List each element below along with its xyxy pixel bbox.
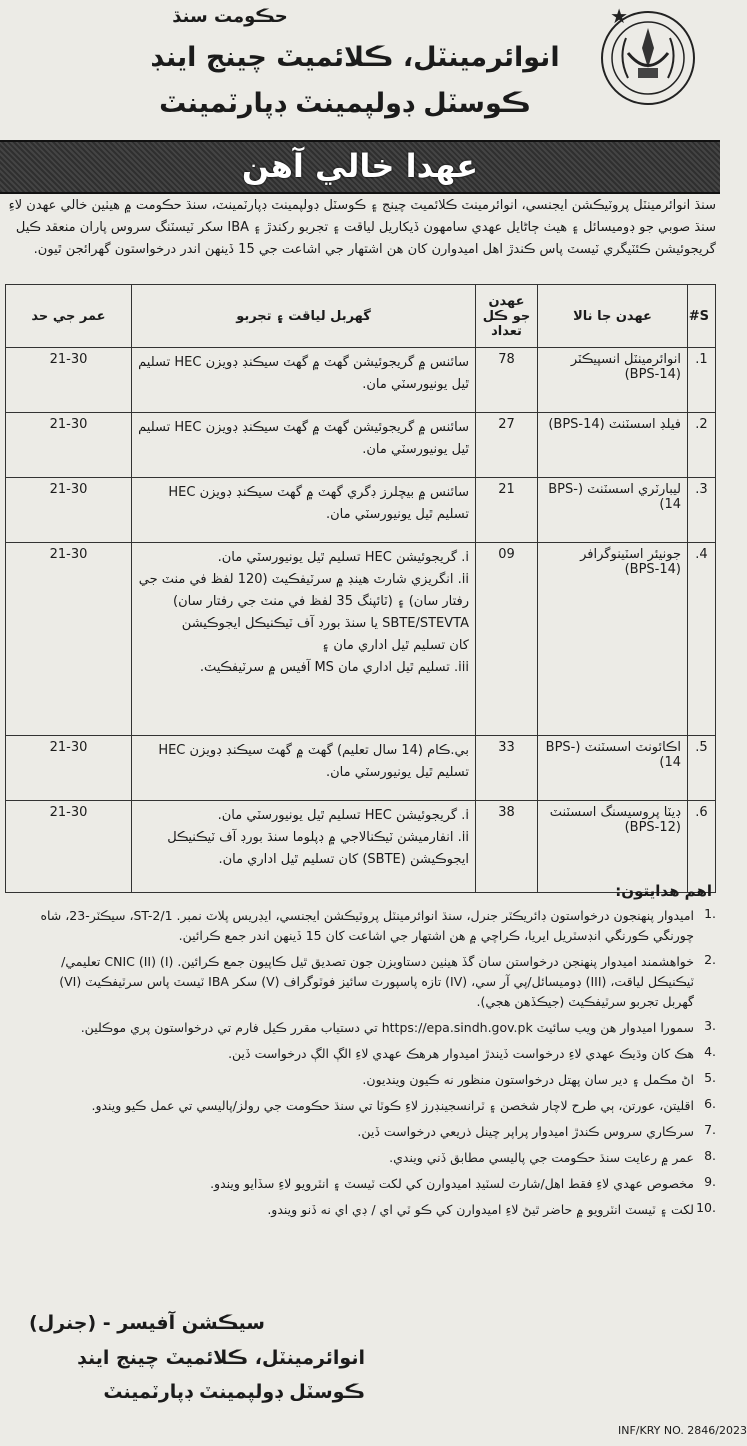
instruction-line: اميدوار پنهنجون درخواستون ڊائريڪٽر جنرل، سنڌ انوائرمينٽل پروٽيڪشن ايجنسي، ايڊريس پلاٽ نمبر. ST-2/1، سيڪٽر-23، شاه: [40, 908, 694, 923]
row-age: 21-30: [6, 413, 132, 478]
instructions-list: [0, 906, 720, 1226]
table-row: [6, 801, 716, 893]
instruction-item: [0, 1200, 720, 1220]
instruction-line: خواهشمند اميدوار پنهنجن درخواستن سان گڏ هيٺين دستاويزن جون تصديق ٿيل ڪاپيون جمع ڪرائين. (I) CNIC (II) تعليمي/: [61, 954, 694, 969]
row-sn: 4.: [688, 543, 716, 736]
row-qualification: [132, 478, 476, 543]
row-title: اڪائونٽ اسسٽنٽ (BPS-14): [538, 736, 688, 801]
row-title: ڊيٽا پروسيسنگ اسسٽنٽ (BPS-12): [538, 801, 688, 893]
qualification-line: ii. انگريزي شارٽ هينڊ ۾ سرٽيفڪيٽ (120 لفظ في منٽ جي: [138, 572, 469, 587]
row-qualification: [132, 801, 476, 893]
instruction-line: مخصوص عهدي لاءِ فقط اهل/شارٽ لسٽيڊ اميدوارن کي لکت ٽيسٽ ۽ انٽرويو لاءِ سڏايو ويندو.: [210, 1176, 694, 1191]
instruction-line: سرڪاري سروس ڪندڙ اميدوار پراپر چينل ذريعي درخواست ڏين.: [357, 1124, 694, 1139]
instruction-item: [0, 1174, 720, 1194]
instruction-item: [0, 1070, 720, 1090]
qualification-line: سائنس ۾ گريجوئيشن گهٽ ۾ گهٽ سيڪنڊ ڊويزن HEC تسليم: [138, 420, 469, 435]
header-title: عهدن جا نالا: [538, 285, 688, 348]
row-count: 09: [476, 543, 538, 736]
instruction-item: [0, 906, 720, 946]
row-title: جونيئر اسٽينوگرافر (BPS-14): [538, 543, 688, 736]
row-age: 21-30: [6, 736, 132, 801]
instruction-number: 9.: [704, 1174, 716, 1189]
instruction-number: 6.: [704, 1096, 716, 1111]
row-qualification: [132, 413, 476, 478]
qualification-line: تسليم ٿيل يونيورسٽي مان.: [326, 765, 469, 780]
row-sn: 5.: [688, 736, 716, 801]
instruction-line: اڻ مڪمل ۽ دير سان پهتل درخواستون منظور نه ڪيون وينديون.: [362, 1072, 694, 1087]
instruction-number: 10.: [696, 1200, 716, 1215]
instruction-item: [0, 1044, 720, 1064]
signatory-title: سيڪشن آفيسر - (جنرل): [29, 1312, 265, 1334]
qualification-line: سائنس ۾ بيچلرز ڊگري گهٽ ۾ گهٽ سيڪنڊ ڊويزن HEC: [168, 485, 469, 500]
instruction-number: 1.: [704, 906, 716, 921]
signatory-dept-line1: انوائرمينٽل، ڪلائميٽ چينج اينڊ: [77, 1347, 365, 1369]
banner-title: عهدا خالي آهن: [241, 147, 479, 185]
instruction-line: لکت ۽ ٽيسٽ انٽرويو ۾ حاضر ٿيڻ لاءِ اميدوارن کي ڪو ٽي اي / ڊي اي نه ڏنو ويندو.: [267, 1202, 694, 1217]
instruction-line: ٽيڪنيڪل لياقت، (III) ڊوميسائل/پي آر سي، (IV) تازه پاسپورٽ سائيز فوٽوگراف (V) سکر IBA ٽيسٽ پاس سرٽيفڪيٽ (VI): [59, 974, 694, 989]
instruction-line: اقليتن، عورتن، ٻي طرح لاچار شخصن ۽ ٽرانسجينڊرز لاءِ ڪوٽا تي سنڌ حڪومت جي رولز/پاليسي تي عمل ڪيو ويندو.: [91, 1098, 694, 1113]
table-row: [6, 413, 716, 478]
qualification-line: ii. انفارميشن ٽيڪنالاجي ۾ ڊپلوما سنڌ بورڊ آف ٽيڪنيڪل: [167, 830, 469, 845]
row-age: 21-30: [6, 801, 132, 893]
qualification-line: کان تسليم ٿيل اداري مان ۽: [321, 638, 469, 653]
row-qualification: [132, 736, 476, 801]
qualification-line: i. گريجوئيشن HEC تسليم ٿيل يونيورسٽي مان.: [217, 808, 469, 823]
intro-line: سنڌ صوبي جو ڊوميسائل ۽ هيٺ ڄاڻايل عهدي سامهون ڏيکاريل لياقت ۽ تجربو رکندڙ ۽ IBA سکر ٽيسٽنگ سروس پاران منعقد ڪيل: [15, 220, 716, 235]
row-count: 21: [476, 478, 538, 543]
header-count: عهدن جو ڪل تعداد: [476, 285, 538, 348]
instructions-heading: اهم هدايتون:: [615, 882, 712, 900]
qualification-line: SBTE/STEVTA يا سنڌ بورڊ آف ٽيڪنيڪل ايجوڪيشن: [181, 616, 469, 631]
instruction-line: هڪ کان وڌيڪ عهدي لاءِ درخواست ڏيندڙ اميدوار هرهڪ عهدي لاءِ الڳ الڳ درخواست ڏين.: [228, 1046, 694, 1061]
instruction-line: چورنگي ڪورنگي انڊسٽريل ايريا، ڪراچي ۾ هن اشتهار جي اشاعت کان 15 ڏينهن اندر جمع ڪرائين.: [178, 928, 694, 943]
row-qualification: [132, 348, 476, 413]
header-age: عمر جي حد: [6, 285, 132, 348]
row-age: 21-30: [6, 348, 132, 413]
qualification-line: ٿيل يونيورسٽي مان.: [362, 442, 469, 457]
vacancies-table: [5, 284, 716, 893]
instruction-number: 3.: [704, 1018, 716, 1033]
instruction-line: عمر ۾ رعايت سنڌ حڪومت جي پاليسي مطابق ڏني ويندي.: [389, 1150, 694, 1165]
qualification-line: تسليم ٿيل يونيورسٽي مان.: [326, 507, 469, 522]
table-row: [6, 736, 716, 801]
header: [0, 0, 720, 140]
row-count: 33: [476, 736, 538, 801]
table-row: [6, 543, 716, 736]
dept-name-line1: انوائرمينٽل، ڪلائميٽ چينج اينڊ: [150, 42, 560, 73]
instruction-item: [0, 1096, 720, 1116]
star-icon: ★: [610, 4, 628, 28]
instruction-number: 7.: [704, 1122, 716, 1137]
qualification-line: رفتار سان) ۽ (ٽائپنگ 35 لفظ في منٽ جي رفتار سان): [173, 594, 469, 609]
instruction-number: 8.: [704, 1148, 716, 1163]
row-sn: 1.: [688, 348, 716, 413]
qualification-line: سائنس ۾ گريجوئيشن گهٽ ۾ گهٽ سيڪنڊ ڊويزن HEC تسليم: [138, 355, 469, 370]
instruction-number: 5.: [704, 1070, 716, 1085]
row-sn: 6.: [688, 801, 716, 893]
sindh-govt-emblem: [598, 8, 698, 108]
instruction-item: [0, 1122, 720, 1142]
row-count: 27: [476, 413, 538, 478]
govt-name: حڪومت سنڌ: [172, 6, 288, 27]
instruction-number: 2.: [704, 952, 716, 967]
instruction-item: [0, 1148, 720, 1168]
intro-paragraph: [0, 195, 720, 261]
instruction-line: گهربل تجربو سرٽيفڪيٽ (جيڪڏهن هجي).: [476, 994, 694, 1009]
row-count: 78: [476, 348, 538, 413]
dept-name-line2: ڪوسٽل ڊولپمينٽ ڊپارٽمينٽ: [159, 88, 531, 119]
instruction-line: سمورا اميدوار هن ويب سائيٽ https://epa.sindh.gov.pk تي دستياب مقرر ڪيل فارم تي درخواستون پري موڪلين.: [80, 1020, 694, 1035]
table-row: [6, 348, 716, 413]
row-title: فيلڊ اسسٽنٽ (BPS-14): [538, 413, 688, 478]
instruction-item: [0, 952, 720, 1012]
row-title: ليبارٽري اسسٽنٽ (BPS-14): [538, 478, 688, 543]
qualification-line: ٿيل يونيورسٽي مان.: [362, 377, 469, 392]
intro-line: سنڌ انوائرمينٽل پروٽيڪشن ايجنسي، انوائرمينٽ ڪلائميٽ چينج ۽ ڪوسٽل ڊولپمينٽ ڊپارٽمينٽ، سنڌ حڪومت ۾ هيٺين خالي عهدن لاءِ: [8, 198, 716, 213]
instruction-number: 4.: [704, 1044, 716, 1059]
header-sn: S#: [688, 285, 716, 348]
signatory-dept-line2: ڪوسٽل ڊولپمينٽ ڊپارٽمينٽ: [103, 1381, 365, 1403]
instruction-item: [0, 1018, 720, 1038]
intro-line: گريجوئيشن ڪئٽيگري ٽيسٽ پاس ڪندڙ اهل اميدوارن کان هن اشتهار جي اشاعت جي 15 ڏينهن اندر درخواستون گهرائجن ٿيون.: [33, 242, 716, 257]
reference-number: INF/KRY NO. 2846/2023: [618, 1424, 747, 1437]
qualification-line: iii. تسليم ٿيل اداري مان MS آفيس ۾ سرٽيفڪيٽ.: [199, 660, 469, 675]
qualification-line: ايجوڪيشن (SBTE) کان تسليم ٿيل اداري مان.: [218, 852, 469, 867]
qualification-line: i. گريجوئيشن HEC تسليم ٿيل يونيورسٽي مان.: [217, 550, 469, 565]
row-sn: 3.: [688, 478, 716, 543]
row-sn: 2.: [688, 413, 716, 478]
row-age: 21-30: [6, 478, 132, 543]
header-qualification: گهربل لياقت ۽ تجربو: [132, 285, 476, 348]
table-row: [6, 478, 716, 543]
row-count: 38: [476, 801, 538, 893]
qualification-line: بي.ڪام (14 سال تعليم) گهٽ ۾ گهٽ سيڪنڊ ڊويزن HEC: [158, 743, 469, 758]
row-title: انوائرمينٽل انسپيڪٽر (BPS-14): [538, 348, 688, 413]
table-header-row: [6, 285, 716, 348]
row-qualification: [132, 543, 476, 736]
row-age: 21-30: [6, 543, 132, 736]
